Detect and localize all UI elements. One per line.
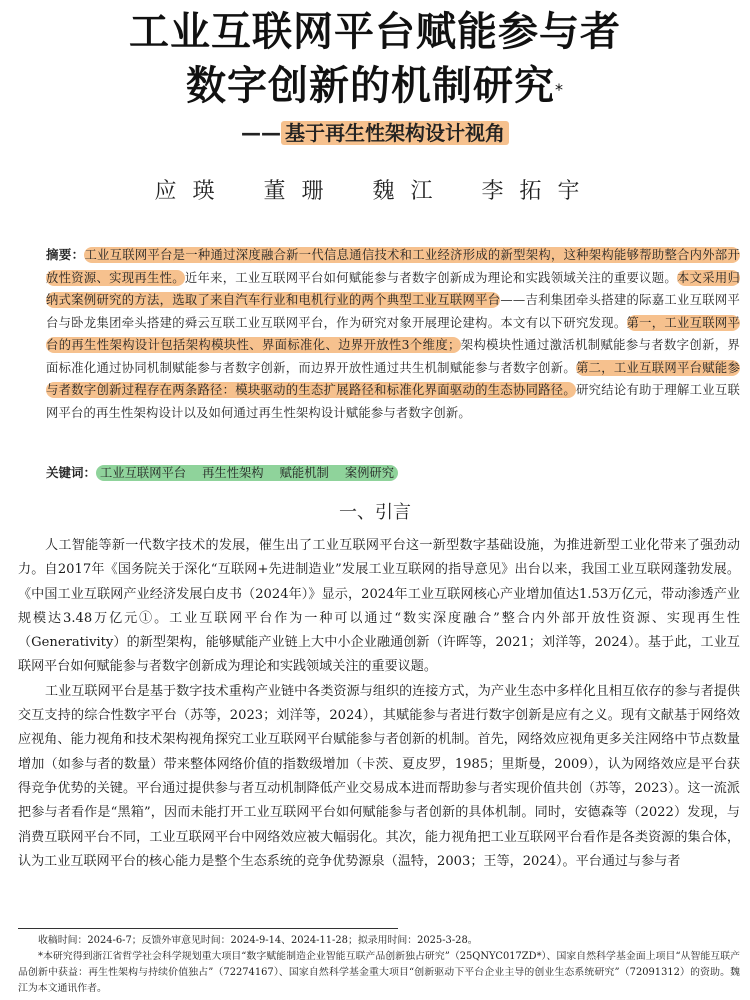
body-text	[18, 534, 740, 874]
abstract-label: 摘要：	[46, 247, 85, 262]
keyword-item: 工业互联网平台	[100, 466, 187, 480]
paragraph: 工业互联网平台是基于数字技术重构产业链中各类资源与组织的连接方式，为产业生态中多样化且相互依存的参与者提供交互支持的综合性数字平台（苏等，2023；刘洋等，2024），其赋能参与者进行数字创新是应有之义。现有文献基于网络效应视角、能力视角和技术架构视角探究工业互联网平台赋能参与者创新的机制。首先，网络效应视角更多关注网络中节点数量增加（如参与者的数量）带来整体网络价值的指数级增加（卡茨、夏皮罗，1985；里斯曼，2009），认为网络效应是平台获得竞争优势的关键。平台通过提供参与者互动机制降低产业交易成本进而帮助参与者实现价值共创（苏等，2023）。这一流派把参与者看作是“黑箱”，因而未能打开工业互联网平台如何赋能参与者创新的具体机制。同时，安德森等（2022）发现，与消费互联网平台不同，工业互联网平台中网络效应被大幅弱化。其次，能力视角把工业互联网平台看作是各类资源的集合体，认为工业互联网平台的核心能力是整个生态系统的竞争优势源泉（温特，2003；王等，2024）。平台通过与参与者	[18, 683, 740, 869]
keywords-highlight	[96, 465, 398, 481]
keyword-item: 案例研究	[344, 466, 395, 480]
abstract-highlight-2: 本文采用归纳式案例研究的方法，选取了来自汽车行业和电机行业的两个典型工业互联网平台	[46, 270, 740, 307]
abstract-highlight-4: 第二，工业互联网平台赋能参与者数字创新过程存在两条路径：模块驱动的生态扩展路径和标准化界面驱动的生态协同路径。	[46, 360, 741, 397]
abstract-highlight-1: 工业互联网平台是一种通过深度融合新一代信息通信技术和工业经济形成的新型架构，这种架构能够帮助整合内外部开放性资源、实现再生性。	[46, 248, 740, 285]
footnotes	[18, 933, 740, 997]
keyword-item: 赋能机制	[279, 466, 329, 480]
keywords	[46, 462, 740, 484]
section-heading: 一、引言	[339, 502, 411, 523]
subtitle-dash: ——	[241, 121, 281, 145]
abstract	[46, 244, 740, 424]
title-footnote-mark: *	[555, 80, 564, 99]
footnote-divider	[18, 928, 398, 929]
keywords-label: 关键词：	[46, 465, 97, 480]
authors: 应瑛 董珊 魏江 李拓宇	[154, 179, 596, 204]
footnote-dates: 收稿时间：2024-6-7；反馈外审意见时间：2024-9-14、2024-11-28；拟录用时间：2025-3-28。	[38, 935, 478, 946]
footnote-funding: *本研究得到浙江省哲学社会科学规划重大项目“数字赋能制造企业智能互联产品创新独占研究”（25QNYC017ZD*）、国家自然科学基金面上项目“从智能互联产品创新中获益：再生性架构与持续价值独占”（72274167）、国家自然科学基金重大项目“创新驱动下平台企业主导的创业生态系统研究”（72091312）的资助。魏江为本文通讯作者。	[18, 951, 740, 994]
abstract-text-3: 架构模块性通过激活机制赋能参与者数字创新，界面标准化通过协同机制赋能参与者数字创新，而边界开放性通过共生机制赋能参与者数字创新。	[46, 338, 740, 375]
paper-subtitle	[0, 118, 750, 148]
paper-title-line-1: 工业互联网平台赋能参与者	[129, 9, 621, 55]
keyword-item: 再生性架构	[202, 466, 264, 480]
paragraph: 人工智能等新一代数字技术的发展，催生出了工业互联网平台这一新型数字基础设施，为推进新型工业化带来了强劲动力。自2017年《国务院关于深化“互联网+先进制造业”发展工业互联网的指导意见》出台以来，我国工业互联网蓬勃发展。《中国工业互联网产业经济发展白皮书（2024年）》显示，2024年工业互联网核心产业增加值达1.53万亿元，带动渗透产业规模达3.48万亿元①。工业互联网平台作为一种可以通过“数实深度融合”整合内外部开放性资源、实现再生性（Generativity）的新型架构，能够赋能产业链上大中小企业融通创新（许晖等，2021；刘洋等，2024）。基于此，工业互联网平台如何赋能参与者数字创新成为理论和实践领域关注的重要议题。	[18, 538, 740, 675]
subtitle-text: 基于再生性架构设计视角	[281, 121, 509, 145]
abstract-text-4: 研究结论有助于理解工业互联网平台的再生性架构设计以及如何通过再生性架构设计赋能参与者数字创新。	[46, 383, 741, 420]
abstract-text-1: 近年来，工业互联网平台如何赋能参与者数字创新成为理论和实践领域关注的重要议题。	[184, 270, 678, 285]
abstract-highlight-3: 第一，工业互联网平台的再生性架构设计包括架构模块性、界面标准化、边界开放性3个维度；	[46, 315, 740, 352]
paper-title-line-2	[0, 58, 750, 114]
abstract-text-2: ——吉利集团牵头搭建的际嘉工业互联网平台与卧龙集团牵头搭建的舜云互联工业互联网平台，作为研究对象开展理论建构。本文有以下研究发现。	[46, 293, 740, 330]
title-text: 数字创新的机制研究	[186, 63, 555, 109]
